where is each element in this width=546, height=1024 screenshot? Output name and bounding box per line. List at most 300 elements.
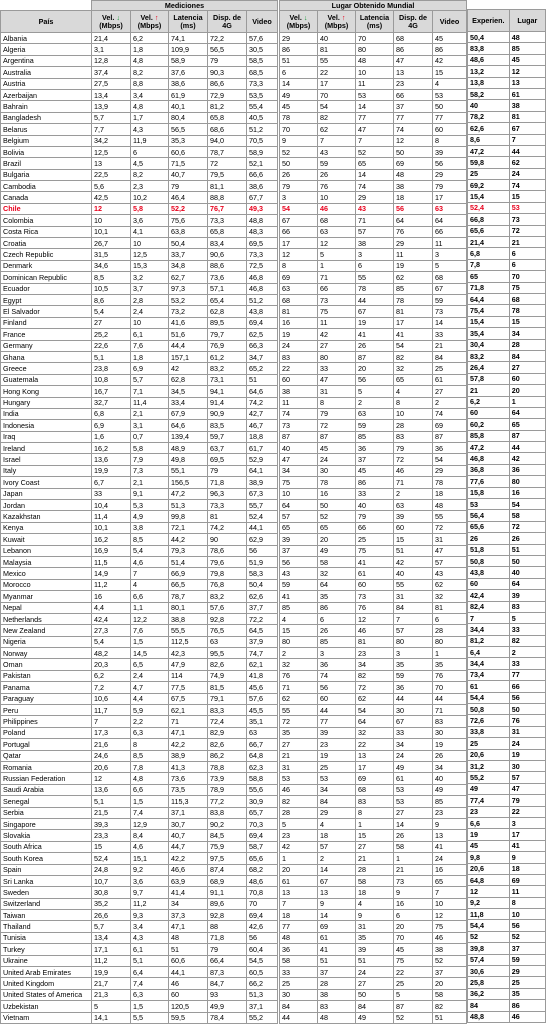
- table-cell: 8: [318, 397, 356, 408]
- table-cell: 50,8: [468, 704, 510, 715]
- table-cell: 4,8: [131, 101, 169, 112]
- table-cell: 34,4: [468, 658, 510, 669]
- table-cell: 76,9: [208, 340, 247, 351]
- table-row: [280, 841, 467, 852]
- table-row: [280, 33, 467, 44]
- table-cell: 51: [394, 545, 433, 556]
- table-row: [1, 181, 278, 192]
- table-cell: Guatemala: [1, 374, 92, 385]
- table-cell: 95,5: [208, 648, 247, 659]
- table-cell: 51: [509, 544, 545, 555]
- table-cell: Poland: [1, 727, 92, 738]
- table-row: [1, 545, 278, 556]
- table-row: [280, 875, 467, 886]
- table-cell: 62: [394, 272, 433, 283]
- table-cell: 64,1: [247, 465, 278, 476]
- table-cell: Malaysia: [1, 556, 92, 567]
- table-cell: 33,7: [169, 249, 208, 260]
- table-cell: 38: [433, 944, 467, 955]
- table-cell: 28: [433, 625, 467, 636]
- table-cell: 42,3: [169, 648, 208, 659]
- table-cell: 7: [509, 134, 545, 145]
- table-cell: 84,5: [208, 830, 247, 841]
- table-cell: 71: [433, 705, 467, 716]
- table-row: [468, 362, 546, 373]
- table-cell: 8: [509, 897, 545, 908]
- table-cell: 35: [433, 659, 467, 670]
- table-cell: 3,6: [131, 875, 169, 886]
- table-row: [468, 601, 546, 612]
- table-cell: 80: [280, 636, 318, 647]
- table-cell: 10,7: [92, 875, 131, 886]
- table-cell: 42,5: [92, 192, 131, 203]
- table-cell: 11,2: [92, 579, 131, 590]
- table-cell: 51,9: [247, 556, 278, 567]
- table-cell: 63,7: [208, 443, 247, 454]
- table-cell: 6: [280, 67, 318, 78]
- table-row: [468, 658, 546, 669]
- table-cell: 61: [318, 932, 356, 943]
- table-cell: 2,8: [131, 294, 169, 305]
- table-cell: 26: [356, 340, 394, 351]
- header-latencia-rank: Latencia (ms): [356, 11, 394, 33]
- table-cell: 38: [509, 100, 545, 111]
- table-cell: 63: [247, 727, 278, 738]
- table-cell: 65: [394, 374, 433, 385]
- table-cell: Cambodia: [1, 181, 92, 192]
- table-cell: 45: [509, 54, 545, 65]
- table-cell: 67,5: [169, 693, 208, 704]
- table-cell: 4,4: [131, 693, 169, 704]
- table-cell: Iraq: [1, 431, 92, 442]
- table-cell: 32: [280, 659, 318, 670]
- table-cell: 13,2: [468, 66, 510, 77]
- table-row: [468, 533, 546, 544]
- table-cell: 66,9: [169, 568, 208, 579]
- table-cell: 3: [433, 249, 467, 260]
- table-cell: 44,2: [169, 534, 208, 545]
- table-cell: 87,3: [208, 967, 247, 978]
- table-cell: 8,4: [131, 830, 169, 841]
- table-cell: 50: [394, 146, 433, 157]
- table-row: [468, 874, 546, 885]
- table-cell: 83: [280, 351, 318, 362]
- table-row: [468, 396, 546, 407]
- table-row: [1, 534, 278, 545]
- table-row: [468, 430, 546, 441]
- table-cell: 39: [280, 534, 318, 545]
- experiencia-table: [467, 0, 546, 1023]
- table-cell: 112,5: [169, 636, 208, 647]
- table-cell: Hungary: [1, 397, 92, 408]
- table-cell: 73,3: [247, 249, 278, 260]
- table-cell: 21,7: [92, 978, 131, 989]
- table-cell: 13,4: [92, 89, 131, 100]
- table-cell: 75: [356, 545, 394, 556]
- table-row: [280, 648, 467, 659]
- table-cell: 78: [356, 283, 394, 294]
- table-row: [1, 89, 278, 100]
- table-cell: 63,9: [169, 875, 208, 886]
- table-cell: 68,5: [247, 67, 278, 78]
- table-cell: 8: [131, 739, 169, 750]
- table-cell: 69,2: [468, 180, 510, 191]
- table-cell: 62,8: [169, 374, 208, 385]
- table-cell: 10: [318, 192, 356, 203]
- table-cell: 58: [280, 955, 318, 966]
- table-cell: 22: [394, 967, 433, 978]
- table-row: [280, 465, 467, 476]
- table-cell: 54: [433, 454, 467, 465]
- table-cell: 61,2: [208, 351, 247, 362]
- table-cell: 56,4: [468, 510, 510, 521]
- table-cell: 92,8: [208, 613, 247, 624]
- table-cell: 52: [433, 955, 467, 966]
- table-cell: 37: [280, 545, 318, 556]
- table-row: [280, 146, 467, 157]
- table-row: [468, 419, 546, 430]
- table-cell: 43,8: [468, 567, 510, 578]
- header-vel-up: Vel. ↑ (Mbps): [131, 11, 169, 33]
- table-cell: 75: [318, 306, 356, 317]
- table-cell: 51: [169, 944, 208, 955]
- table-cell: 2: [318, 853, 356, 864]
- table-cell: 38: [356, 238, 394, 249]
- table-row: [280, 796, 467, 807]
- table-cell: 6,4: [468, 647, 510, 658]
- table-cell: 13: [280, 887, 318, 898]
- table-row: [1, 203, 278, 214]
- table-cell: 14: [356, 101, 394, 112]
- table-cell: 21: [468, 385, 510, 396]
- table-cell: 57: [433, 556, 467, 567]
- table-cell: 39: [318, 727, 356, 738]
- table-cell: 34,4: [468, 624, 510, 635]
- table-row: [1, 796, 278, 807]
- table-cell: Philippines: [1, 716, 92, 727]
- table-row: [1, 500, 278, 511]
- table-cell: 53: [394, 784, 433, 795]
- table-cell: 8: [280, 260, 318, 271]
- table-cell: 44,1: [169, 967, 208, 978]
- table-cell: 58: [356, 875, 394, 886]
- table-cell: 114: [169, 670, 208, 681]
- table-cell: 83,2: [468, 350, 510, 361]
- table-row: [280, 203, 467, 214]
- table-cell: 37,7: [247, 602, 278, 613]
- table-cell: 36,2: [468, 988, 510, 999]
- table-cell: 19: [433, 739, 467, 750]
- table-cell: 7: [131, 568, 169, 579]
- table-cell: 56: [318, 682, 356, 693]
- table-cell: Nepal: [1, 602, 92, 613]
- table-row: [468, 350, 546, 361]
- table-row: [280, 978, 467, 989]
- table-cell: United States of America: [1, 989, 92, 1000]
- table-row: [468, 385, 546, 396]
- table-cell: 53: [433, 89, 467, 100]
- table-row: [1, 967, 278, 978]
- table-cell: Belgium: [1, 135, 92, 146]
- table-cell: 19: [356, 317, 394, 328]
- table-cell: 65,8: [208, 226, 247, 237]
- table-cell: Switzerland: [1, 898, 92, 909]
- table-cell: 72: [280, 716, 318, 727]
- table-cell: 91,4: [208, 397, 247, 408]
- table-cell: 24,8: [92, 864, 131, 875]
- table-cell: 72: [208, 158, 247, 169]
- table-row: [1, 807, 278, 818]
- table-cell: 93: [208, 989, 247, 1000]
- table-cell: 55,4: [247, 101, 278, 112]
- table-cell: 21,4: [92, 33, 131, 44]
- table-cell: Austria: [1, 78, 92, 89]
- table-cell: 49,9: [208, 1001, 247, 1012]
- table-row: [468, 214, 546, 225]
- table-cell: 55: [356, 272, 394, 283]
- table-cell: 17,1: [92, 944, 131, 955]
- table-cell: 57,6: [247, 693, 278, 704]
- table-cell: 62,1: [247, 659, 278, 670]
- table-cell: 65: [318, 522, 356, 533]
- table-cell: 37,4: [92, 67, 131, 78]
- table-row: [1, 397, 278, 408]
- table-cell: Sweden: [1, 887, 92, 898]
- table-cell: Netherlands: [1, 613, 92, 624]
- table-cell: 83: [394, 431, 433, 442]
- table-cell: 8,5: [131, 534, 169, 545]
- table-row: [1, 693, 278, 704]
- table-row: [280, 488, 467, 499]
- table-row: [468, 988, 546, 999]
- table-row: [280, 158, 467, 169]
- table-cell: 60: [468, 578, 510, 589]
- table-cell: 66,7: [247, 739, 278, 750]
- table-row: [280, 522, 467, 533]
- table-cell: 57: [394, 625, 433, 636]
- table-row: [280, 112, 467, 123]
- table-cell: 10,2: [131, 192, 169, 203]
- table-cell: 87,4: [208, 864, 247, 875]
- table-row: [468, 555, 546, 566]
- table-cell: 45: [280, 101, 318, 112]
- table-cell: 58: [509, 510, 545, 521]
- table-cell: Italy: [1, 465, 92, 476]
- table-cell: 73,4: [468, 669, 510, 680]
- table-cell: Costa Rica: [1, 226, 92, 237]
- table-cell: 35,2: [92, 898, 131, 909]
- table-cell: 65: [468, 271, 510, 282]
- table-cell: 5: [92, 1001, 131, 1012]
- table-cell: 80,1: [169, 602, 208, 613]
- table-cell: 80,4: [169, 112, 208, 123]
- table-cell: 58: [318, 556, 356, 567]
- table-cell: Bahrain: [1, 101, 92, 112]
- table-cell: 41: [433, 841, 467, 852]
- table-cell: 5: [433, 260, 467, 271]
- table-cell: 59: [356, 420, 394, 431]
- table-cell: 79: [208, 55, 247, 66]
- table-cell: 87: [318, 431, 356, 442]
- table-cell: Peru: [1, 705, 92, 716]
- table-cell: 157,1: [169, 351, 208, 362]
- table-row: [468, 943, 546, 954]
- table-cell: 21: [509, 237, 545, 248]
- table-cell: 69,5: [247, 238, 278, 249]
- table-cell: 69: [280, 272, 318, 283]
- table-cell: 40: [356, 500, 394, 511]
- table-cell: 5,3: [131, 500, 169, 511]
- table-cell: 84,7: [208, 978, 247, 989]
- table-row: [1, 465, 278, 476]
- table-cell: 36,8: [468, 464, 510, 475]
- table-cell: 52,4: [247, 511, 278, 522]
- table-cell: 44: [433, 693, 467, 704]
- table-cell: 29: [318, 807, 356, 818]
- table-cell: 27,5: [92, 78, 131, 89]
- table-row: [468, 783, 546, 794]
- table-cell: 15: [509, 191, 545, 202]
- table-row: [280, 260, 467, 271]
- table-row: [468, 248, 546, 259]
- table-cell: 23,3: [92, 830, 131, 841]
- table-cell: 62: [318, 124, 356, 135]
- table-cell: 44,7: [169, 841, 208, 852]
- table-cell: 66: [280, 226, 318, 237]
- table-cell: 35,4: [468, 328, 510, 339]
- table-cell: 25,8: [468, 977, 510, 988]
- table-cell: 18,8: [247, 431, 278, 442]
- header-disp4g-rank: Disp. de 4G: [394, 11, 433, 33]
- table-cell: 9: [509, 852, 545, 863]
- table-cell: 71: [169, 716, 208, 727]
- table-row: [280, 397, 467, 408]
- table-cell: 50: [318, 500, 356, 511]
- table-cell: 18: [280, 910, 318, 921]
- table-cell: 56,5: [169, 124, 208, 135]
- table-cell: 79: [356, 511, 394, 522]
- table-cell: 26: [468, 533, 510, 544]
- table-cell: 11,9: [131, 135, 169, 146]
- table-cell: 14,9: [92, 568, 131, 579]
- table-cell: 55,5: [169, 625, 208, 636]
- table-cell: 4: [131, 579, 169, 590]
- table-cell: 139,4: [169, 431, 208, 442]
- table-cell: 94,0: [208, 135, 247, 146]
- table-cell: Ecuador: [1, 283, 92, 294]
- table-row: [1, 340, 278, 351]
- table-cell: 45: [433, 33, 467, 44]
- table-cell: 86,6: [208, 78, 247, 89]
- table-cell: 69: [433, 420, 467, 431]
- table-cell: 28: [318, 978, 356, 989]
- table-cell: 48,2: [92, 648, 131, 659]
- table-cell: 82: [433, 1001, 467, 1012]
- table-cell: 4,4: [92, 602, 131, 613]
- table-cell: 44: [509, 145, 545, 156]
- table-cell: 7: [280, 898, 318, 909]
- header-latencia: Latencia (ms): [169, 11, 208, 33]
- table-cell: 52,9: [247, 454, 278, 465]
- table-cell: 109,9: [169, 44, 208, 55]
- table-cell: 4,1: [131, 226, 169, 237]
- table-cell: 66: [509, 681, 545, 692]
- table-row: [280, 443, 467, 454]
- table-cell: 67: [318, 875, 356, 886]
- table-cell: 51,3: [169, 500, 208, 511]
- table-cell: 59: [433, 294, 467, 305]
- table-cell: 48,6: [247, 875, 278, 886]
- table-cell: 81: [394, 306, 433, 317]
- table-cell: 49: [280, 89, 318, 100]
- table-cell: 33,4: [169, 397, 208, 408]
- table-cell: 10: [131, 317, 169, 328]
- table-cell: 81,1: [208, 181, 247, 192]
- table-cell: Qatar: [1, 750, 92, 761]
- table-cell: 4,3: [131, 124, 169, 135]
- table-cell: Tunisia: [1, 932, 92, 943]
- table-cell: 8,5: [131, 750, 169, 761]
- table-cell: 80: [318, 351, 356, 362]
- table-cell: Slovakia: [1, 830, 92, 841]
- table-cell: 27: [356, 978, 394, 989]
- table-cell: 9: [280, 135, 318, 146]
- table-cell: 120,5: [169, 1001, 208, 1012]
- table-row: [468, 692, 546, 703]
- table-cell: 1,5: [131, 636, 169, 647]
- table-cell: 40,1: [169, 101, 208, 112]
- table-cell: 59,8: [468, 157, 510, 168]
- table-cell: 9: [356, 910, 394, 921]
- table-cell: 56: [247, 932, 278, 943]
- table-cell: Paraguay: [1, 693, 92, 704]
- table-cell: 41,8: [247, 670, 278, 681]
- table-row: [280, 78, 467, 89]
- table-cell: 69,5: [208, 454, 247, 465]
- table-cell: Mexico: [1, 568, 92, 579]
- table-cell: 33,8: [468, 726, 510, 737]
- table-cell: 59: [394, 670, 433, 681]
- table-cell: 70: [280, 124, 318, 135]
- table-cell: 15: [433, 67, 467, 78]
- table-cell: 30: [433, 727, 467, 738]
- table-cell: 37: [433, 967, 467, 978]
- table-cell: 37,1: [169, 807, 208, 818]
- header-pais: País: [1, 11, 92, 33]
- table-cell: 76: [280, 670, 318, 681]
- table-row: [1, 169, 278, 180]
- table-cell: 28: [509, 339, 545, 350]
- table-cell: 10,1: [92, 522, 131, 533]
- table-row: [280, 716, 467, 727]
- table-cell: 80: [394, 636, 433, 647]
- table-row: [1, 420, 278, 431]
- table-cell: 9,2: [131, 864, 169, 875]
- table-cell: 47: [433, 545, 467, 556]
- table-row: [468, 920, 546, 931]
- table-cell: 15: [92, 841, 131, 852]
- table-cell: 74,7: [247, 648, 278, 659]
- table-cell: 38: [280, 386, 318, 397]
- table-cell: 27: [280, 739, 318, 750]
- table-cell: 70,5: [247, 135, 278, 146]
- table-cell: 42,4: [468, 590, 510, 601]
- table-cell: 9: [318, 898, 356, 909]
- table-cell: 64,8: [468, 874, 510, 885]
- table-cell: 25,2: [92, 329, 131, 340]
- table-cell: 39: [356, 944, 394, 955]
- table-cell: 15,8: [468, 487, 510, 498]
